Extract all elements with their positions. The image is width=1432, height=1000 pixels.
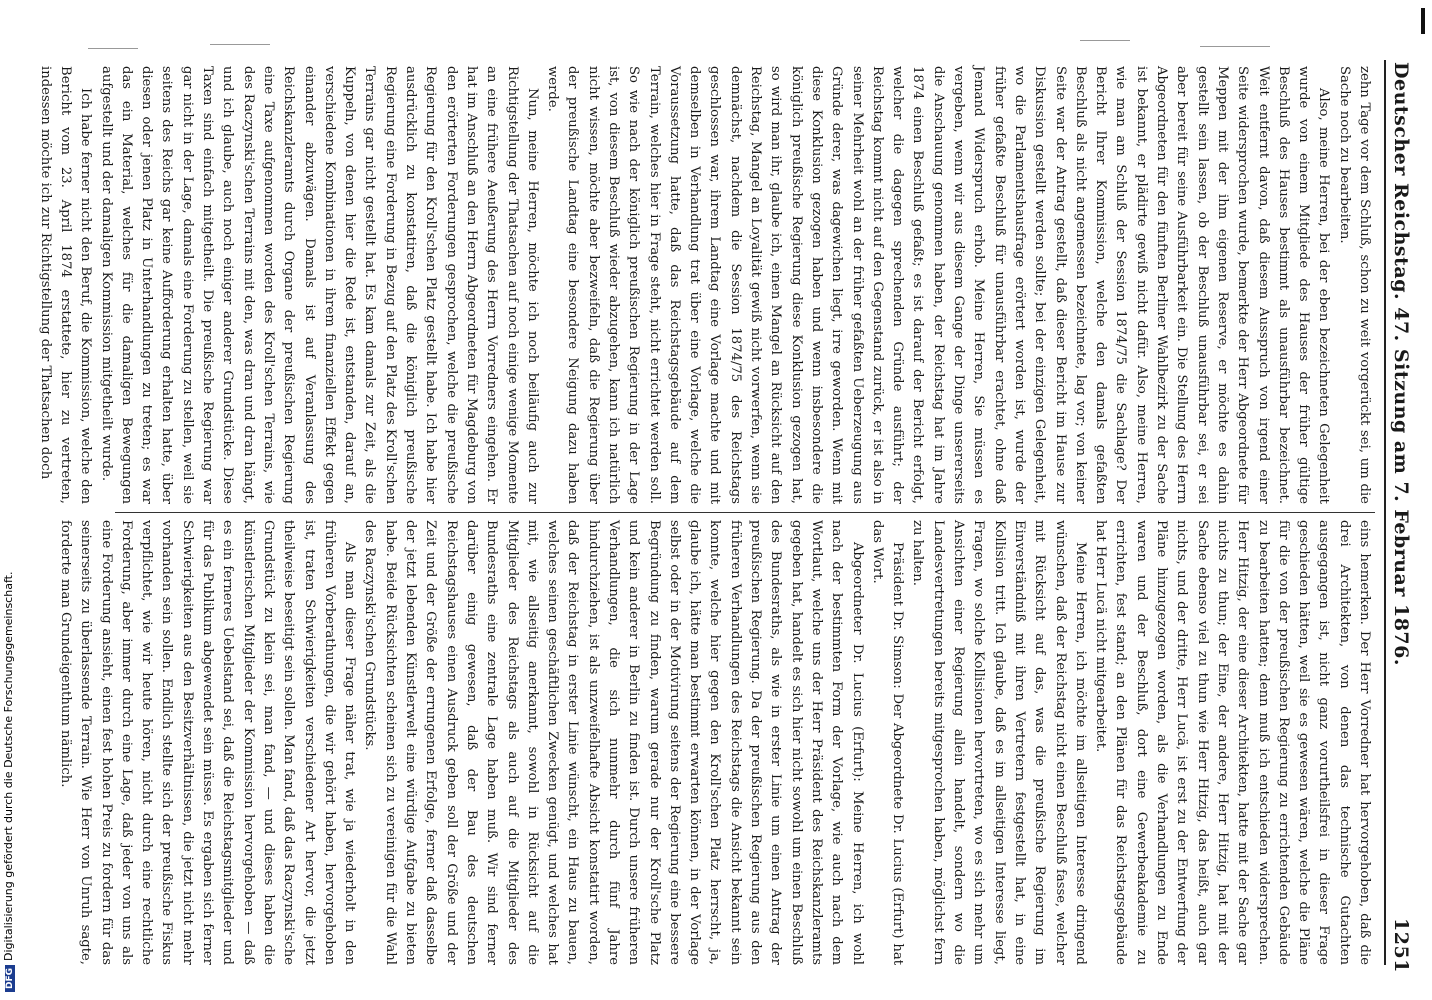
header-rule xyxy=(1384,60,1386,965)
digitization-credit xyxy=(2,572,15,992)
paragraph: Abgeordneter Dr. Lucius (Erfurt): Meine Herren, ich wohl nach der bestimmten Form der Vorlage, wie auch nach dem Wortlaut, welche uns der Herr Präsident des Reichskanzleramts gegeben hat, handelt es sich hier nicht sowohl um einen Beschluß des Bundesraths, als wie in erster Linie um einen Antrag der preußischen Regierung. Da der preußischen Regierung aus den früheren Verhandlungen des Reichstags die Ansicht bekannt sein konnte, welche hier gegen den Kroll'schen Platz herrscht, ja, glaube ich, hätte man bestimmt erwarten können, in der Vorlage selbst oder in der Motivirung seitens der Regierung eine bessere Begründung zu finden, warum gerade nur der Kroll'sche Platz und kein anderer in Berlin zu finden ist. Durch unsere früheren Verhandlungen, die sich nunmehr durch fünf Jahre hindurchziehen, ist als unzweifelhafte Absicht konstatirt worden, daß der Reichstag in erster Linie wünscht, ein Haus zu bauen, welches seinen geschäftlichen Zwecken genügt, und welches hat mit, wie allseitig anerkannt, sowohl in Rücksicht auf die Mitglieder des Reichstags als auch auf die Mitglieder des Bundesraths eine zentrale Lage haben muß. Wir sind ferner darüber einig gewesen, daß der Bau des deutschen Reichstagshauses einen Ausdruck geben soll der Größe und der Zeit und der Größe der errungenen Erfolge, ferner daß dasselbe der jetzt lebenden Künstlerwelt eine würdige Aufgabe zu bieten habe. Beide Rücksichten scheinen sich zu vereinigen für die Wahl des Raczynski'schen Grundstücks. xyxy=(362,520,865,965)
scan-speckle xyxy=(210,44,270,45)
paragraph: Also, meine Herren, bei der eben bezeichneten Gelegenheit wurde von einem Mitgliede des Hauses der früher gültige Beschluß des Hauses bestimmt als unausführbar bezeichnet. Weit entfernt davon, daß diesem Ausspruch von irgend einer Seite widersprochen wurde, bemerkte der Herr Abgeordnete für Meppen mit der ihm eigenen Reserve, er möchte es dahin gestellt sein lassen, ob der Beschluß unausführbar sei, er sei aber bereit für seine Ausführbarkeit ein. Die Stellung des Herrn Abgeordneten für den fünften Berliner Wahlbezirk zu der Sache ist bekannt, er plädirte gewiß nicht dafür. Also, meine Herren, wie man am Schluß der Session 1874/75 die Sachlage? Der Bericht Ihrer Kommission, welche den damals gefaßten Beschluß als nicht angemessen bezeichnete, lag vor; von keiner Seite war der Antrag gestellt, daß dieser Bericht im Hause zur Diskussion gestellt werden sollte; bei der einzigen Gelegenheit, wo die Parlamentshausfrage erörtert worden ist, wurde der früher gefaßte Beschluß für unausführbar erachtet, ohne daß Jemand Widerspruch erhob. Meine Herren, Sie müssen es vergeben, wenn wir aus diesem Gange der Dinge unsererseits die Anschauung genommen haben, der Reichstag hat im Jahre 1874 einen Beschluß gefaßt; es ist darauf der Bericht erfolgt, welcher die dagegen sprechenden Gründe ausführt; der Reichstag kommt nicht auf den Gegenstand zurück, er ist also in seiner Mehrheit wohl an der früher gefaßten Ueberzeugung aus Gründe derer, was dagewichen liegt, irre geworden. Wenn mit diese Konklusion gezogen haben und wenn insbesondere die königlich preußische Regierung diese Konklusion gezogen hat, so wird man ihr, glaube ich, einen Mangel an Rücksicht auf den Reichstag, Mangel an Loyalität gewiß nicht vorwerfen, wenn sie demnächst, nachdem die Session 1874/75 des Reichstags geschlossen war, ihrem Landtag eine Vorlage machte und mit demselben in Verhandlung trat über eine Vorlage, welche die Voraussetzung hatte, daß das Reichstagsgebäude auf dem Terrain, welches hier in Frage steht, nicht errichtet werden soll. So wie nach der königlich preußischen Regierung in der Lage ist, von diesem Beschluß wieder abzugehen, kann ich natürlich nicht wissen, möchte aber bezweifeln, daß die Regierung über der preußische Landtag eine besondere Neigung dazu haben werde. xyxy=(545,66,1332,504)
page-number-text: 1251 xyxy=(1390,918,1412,973)
column-divider xyxy=(115,512,1375,513)
scan-speckle xyxy=(1080,40,1130,41)
speaker-line: Präsident Dr. Simson: Der Abgeordnete Dr. Lucius (Erfurt) hat das Wort. xyxy=(869,520,906,965)
paragraph: Ich habe ferner nicht den Beruf, die Kommission, welche den Bericht vom 23. April 1874 erstattete, hier zu vertreten, indessen möchte ich zur Richtigstellung der Thatsachen doch xyxy=(37,66,94,504)
text-column-first xyxy=(37,66,1374,505)
paragraph: zehn Tage vor dem Schluß, schon zu weit vorgerückt sei, um die Sache noch zu bearbeiten. xyxy=(1336,66,1372,504)
paragraph: eins hemerken. Der Herr Vorredner hat hervorgehoben, daß die drei Architekten, von denen das technische Gutachten ausgegangen ist, nicht ganz vorurtheilsfrei in dieser Frage geschieden hätten, weil sie es gewesen wären, welche die Pläne für die von der preußischen Regierung zu errichtenden Gebäude zu bearbeiten hatten; denn muß ich entschieden widersprechen. Herr Hitzig, der eine dieser Architekten, hatte mit der Sache gar nichts zu thun; der Eine, der andere, Herr Hitzig, hat mit der Sache ebenso viel zu thun wie Herr Hitzig, das heißt, auch gar nichts, und der dritte, Herr Lucä, ist erst zu der Entwerfung der Pläne hinzugezogen worden, als die Verhandlungen zu Ende waren und der Beschluß, dort eine Gewerbeakademie zu errichten, fest stand; an den Plänen für das Reichstagsgebäude hat Herr Lucä nicht mitgearbeitet. xyxy=(1093,520,1372,965)
dfg-logo: DFG xyxy=(5,965,15,992)
running-header xyxy=(1390,62,1412,962)
text-column-second xyxy=(58,520,1374,965)
scan-edge-mark xyxy=(1421,8,1425,34)
page-number xyxy=(1390,918,1412,973)
header-title: Deutscher Reichstag. 47. Sitzung am 7. Februar 1876. xyxy=(1390,62,1412,666)
scan-speckle xyxy=(88,48,138,49)
paragraph: Als man dieser Frage näher trat, wie ja wiederholt in den früheren Vorberathungen, die wir gehört haben, hervorgehoben ist, traten Schwierigkeiten verschiedener Art hervor, die jetzt theilweise beseitigt sein sollen. Man fand, daß das Raczynski'sche Grundstück zu klein sei, man fand, — und dieses haben die künstlerischen Mitglieder der Kommission hervorgehoben — daß es ein ferneres Uebelstand sei, daß die Reichstagsmitglieder und für das Publikum abgewendet sein müsse. Es ergaben sich ferner Schwierigkeiten aus den Besitzverhältnissen, die jetzt nicht mehr vorhanden sein sollen. Endlich stellte sich der preußische Fiskus verpflichtet, wie wir heute hören, nicht durch eine rechtliche Forderung, aber immer durch eine Lage, daß jeder von uns als eine Forderung ansieht, einen fest hohen Preis zu fordern für das seinerseits zu überlassende Terrain. Wie Herr von Unruh sagte, forderte man Grundeigenthum nämlich. xyxy=(58,520,358,965)
paragraph: Meine Herren, ich möchte im allseitigen Interesse dringend wünschen, daß der Reichstag nicht einen Beschluß fasse, welcher mit Rücksicht auf das, was die preußische Regierung im Einverständniß mit ihren Vertretern festgestellt hat, in eine Kollision tritt. Ich glaube, daß es im allseitigen Interesse liegt, Fragen, wo solche Kollisionen hervortreten, wo es sich mehr um Ansichten einer Regierung allein handelt, sondern wo die Landesvertretungen bereits mitgesprochen haben, möglichst fern zu halten. xyxy=(910,520,1088,965)
scan-speckle xyxy=(1200,46,1270,47)
paragraph: Nun, meine Herren, möchte ich noch beiläufig auch zur Richtigstellung der Thatsachen auf noch einige wenige Momente an eine frühere Aeußerung des Herrn Vorredners eingehen. Er hat im Anschluß an den Herrn Abgeordneten für Magdeburg von den erörterten Forderungen gesprochen, welche die preußische Regierung für den Kroll'schen Platz gestellt habe. Ich habe hier ausdrücklich zu konstatiren, daß die königlich preußische Regierung eine Forderung in Bezug auf den Platz des Kroll'schen Terrains gar nicht gestellt hat. Es kam damals zur Zeit, als die Kuppeln, von denen hier die Rede ist, entstanden, darauf an, verschiedene Kombinationen in ihrem finanziellen Effekt gegen einander abzuwägen. Damals ist auf Veranlassung des Reichskanzleramts durch Organe der preußischen Regierung eine Taxe aufgenommen worden des Kroll'schen Terrains, wie des Raczynski'schen Terrains mit den, was dran und dran hängt, und ich glaube, auch noch einiger anderer Grundstücke. Diese Taxen sind einfach mitgetheilt. Die preußische Regierung war gar nicht in der Lage, damals eine Forderung zu stellen, weil sie seitens des Reichs gar keine Aufforderung erhalten hatte, über diesen oder jenen Platz in Unterhandlungen zu treten; es war das ein Material, welches für die damaligen Bewegungen aufgestellt und der damaligen Kommission mitgetheilt wurde. xyxy=(98,66,540,505)
credit-text: Digitalisierung gefördert durch die Deutsche Forschungsgemeinschaft. xyxy=(2,571,15,961)
